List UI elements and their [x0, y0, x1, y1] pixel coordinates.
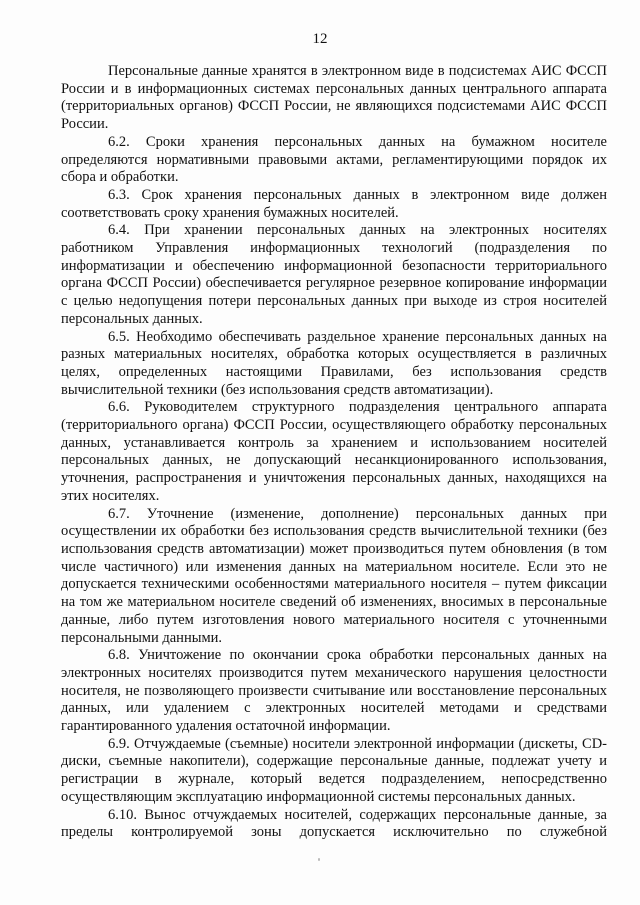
paragraph-6-9: 6.9. Отчуждаемые (съемные) носители электронной информации (дискеты, CD-диски, съемные накопители), содержащие персональные данные, подлежат учету и регистрации в журнале, который ведется подразделением, непосредственно осуществляющим эксплуатацию информационной системы персональных данных. [61, 735, 607, 805]
page-number: 12 [312, 31, 328, 47]
scan-speck [318, 858, 320, 861]
paragraph-6-5: 6.5. Необходимо обеспечивать раздельное хранение персональных данных на разных материальных носителях, обработка которых осуществляется в различных целях, определенных настоящими Правилами, без использования средств вычислительной техники (без использования средств автоматизации). [61, 328, 607, 398]
paragraph-6-2: 6.2. Сроки хранения персональных данных на бумажном носителе определяются нормативными правовыми актами, регламентирующими порядок их сбора и обработки. [61, 133, 607, 186]
paragraph-6-8: 6.8. Уничтожение по окончании срока обработки персональных данных на электронных носителях производится путем механического нарушения целостности носителя, не позволяющего произвести считывание или восстановление персональных данных, или удалением с электронных носителей методами и средствами гарантированного удаления остаточной информации. [61, 647, 607, 735]
paragraph-6-7: 6.7. Уточнение (изменение, дополнение) персональных данных при осуществлении их обработки без использования средств вычислительной техники (без использования средств автоматизации) может производиться путем обновления (в том числе частичного) или изменения данных на материальном носителе. Если это не допускается техническими особенностями материального носителя – путем фиксации на том же материальном носителе сведений об изменениях, вносимых в персональные данные, либо путем изготовления нового материального носителя с уточненными персональными данными. [61, 505, 607, 646]
paragraph-6-10: 6.10. Вынос отчуждаемых носителей, содержащих персональные данные, за пределы контролируемой зоны допускается исключительно по служебной [61, 806, 607, 841]
paragraph-6-6: 6.6. Руководителем структурного подразделения центрального аппарата (территориального органа) ФССП России, осуществляющего обработку персональных данных, устанавливается контроль за хранением и использованием носителей персональных данных, не допускающий несанкционированного использования, уточнения, распространения и уничтожения персональных данных, находящихся на этих носителях. [61, 399, 607, 504]
paragraph-storage-intro: Персональные данные хранятся в электронном виде в подсистемах АИС ФССП России и в информационных системах персональных данных центрального аппарата (территориальных органов) ФССП России, не являющихся подсистемами АИС ФССП России. [61, 63, 607, 133]
paragraph-6-4: 6.4. При хранении персональных данных на электронных носителях работником Управления информационных технологий (подразделения по информатизации и обеспечению информационной безопасности территориального органа ФССП России) обеспечивается регулярное резервное копирование информации с целью недопущения потери персональных данных при выходе из строя носителей персональных данных. [61, 222, 607, 327]
body-text [61, 63, 607, 842]
paragraph-6-3: 6.3. Срок хранения персональных данных в электронном виде должен соответствовать сроку хранения бумажных носителей. [61, 186, 607, 221]
